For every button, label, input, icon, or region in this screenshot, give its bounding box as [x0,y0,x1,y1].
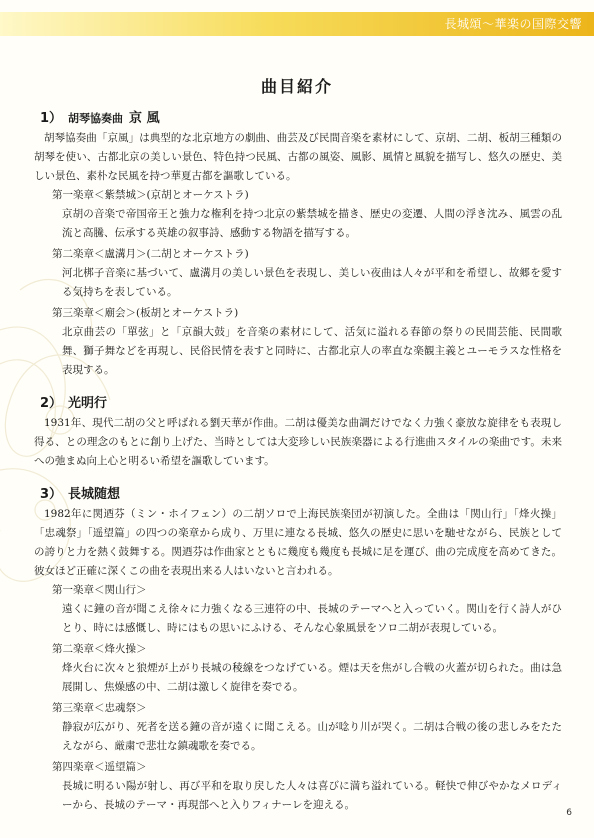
section-title: 長城随想 [68,487,121,502]
section-kyofu [34,109,562,380]
movement-description: 長城に明るい陽が射し、再び平和を取り戻した人々は喜びに満ち溢れている。軽快で伸びやかなメロディーから、長城のテーマ・再現部へと入りフィナーレを迎える。 [62,780,562,811]
section-heading [34,394,562,414]
section-intro: 胡琴協奏曲「京風」は典型的な北京地方の劇曲、曲芸及び民間音楽を素材にして、京胡、二胡、板胡三種類の胡琴を使い、古都北京の美しい景色、特色持つ民風、古都の風姿、風影、風情と風貌を描写し、悠久の歴史、美しい景色、素朴な民風を持つ華夏古都を謳歌している。 [34,132,562,182]
section-intro: 1931年、現代二胡の父と呼ばれる劉天華が作曲。二胡は優美な曲調だけでなく力強く豪放な旋律をも表現し得る、との理念のもとに創り上げた、当時としては大変珍しい民族楽器による行進曲スタイルの楽曲です。未来への弛まぬ向上心と明るい希望を謳歌しています。 [34,417,562,467]
movement-title: 第四楽章＜遥望篇＞ [52,761,147,773]
movement-title: 第一楽章＜紫禁城＞(京胡とオーケストラ) [52,189,249,201]
movement-title: 第一楽章＜関山行＞ [52,584,147,596]
header-title: 長城頌〜華楽の国際交響 [444,17,582,31]
movement-title: 第三楽章＜忠魂祭＞ [52,702,147,714]
movement-description: 烽火台に次々と狼煙が上がり長城の稜線をつなげている。煙は天を焦がし合戦の火蓋が切られた。曲は急展開し、焦燥感の中、二胡は激しく旋律を奏でる。 [62,662,562,693]
section-title: 光明行 [68,396,108,411]
section-number: 2） [40,396,63,411]
movement-description: 京胡の音楽で帝国帝王と強力な権利を持つ北京の紫禁城を描き、歴史の変遷、人間の浮き沈み、風雲の乱流と高騰、伝承する英雄の叙事詩、感動する物語を描写する。 [62,208,562,239]
main-content [34,105,562,817]
section-intro: 1982年に関迺芬（ミン・ホイフェン）の二胡ソロで上海民族楽団が初演した。全曲は「関山行」「烽火操」「忠魂祭」「遥望篇」の四つの楽章から成り、万里に連なる長城、悠久の歴史に思いを馳せながら、民族としての誇りと力を熱く鼓舞する。関迺芬は作曲家とともに幾度も幾度も長城に足を運び、曲の完成度を高めてきた。彼女ほど正確に深くこの曲を表現出来る人はいないと言われる。 [34,508,562,577]
section-number: 3） [40,487,63,502]
movement-title: 第二楽章＜烽火操＞ [52,643,147,655]
movement-description: 河北梆子音楽に基づいて、盧溝月の美しい景色を表現し、美しい夜曲は人々が平和を希望し、故郷を愛する気持ちを表している。 [62,267,562,298]
page-title: 曲目紹介 [260,77,333,96]
movement-description: 遠くに鐘の音が聞こえ徐々に力強くなる三連符の中、長城のテーマへと入っていく。関山を行く詩人がひとり、時には感慨し、時にはもの思いにふける、そんな心象風景をソロ二胡が表現している。 [62,603,562,634]
section-title: 京 風 [129,111,160,126]
section-komeiko [34,394,562,471]
movement-description: 北京曲芸の「單弦」と「京韻大鼓」を音楽の素材にして、活気に溢れる春節の祭りの民間芸能、民間歌舞、獅子舞などを再現し、民俗民情を表すと同時に、古都北京人の率直な楽観主義とユーモラスな性格を表現する。 [62,326,562,376]
section-heading [34,485,562,505]
movement-title: 第二楽章＜盧溝月＞(二胡とオーケストラ) [52,248,249,260]
section-subtitle: 胡琴協奏曲 [68,112,124,125]
header-banner [0,12,594,36]
section-choujou-zuisou [34,485,562,815]
movement-description: 静寂が広がり、死者を送る鐘の音が遠くに聞こえる。山が唸り川が哭く。二胡は合戦の後の悲しみをたたえながら、厳粛で悲壮な鎮魂歌を奏でる。 [62,721,562,752]
movement-title: 第三楽章＜廟会＞(板胡とオーケストラ) [52,307,239,319]
section-heading [34,109,562,129]
section-number: 1） [40,111,63,126]
page-number: 6 [566,808,572,818]
